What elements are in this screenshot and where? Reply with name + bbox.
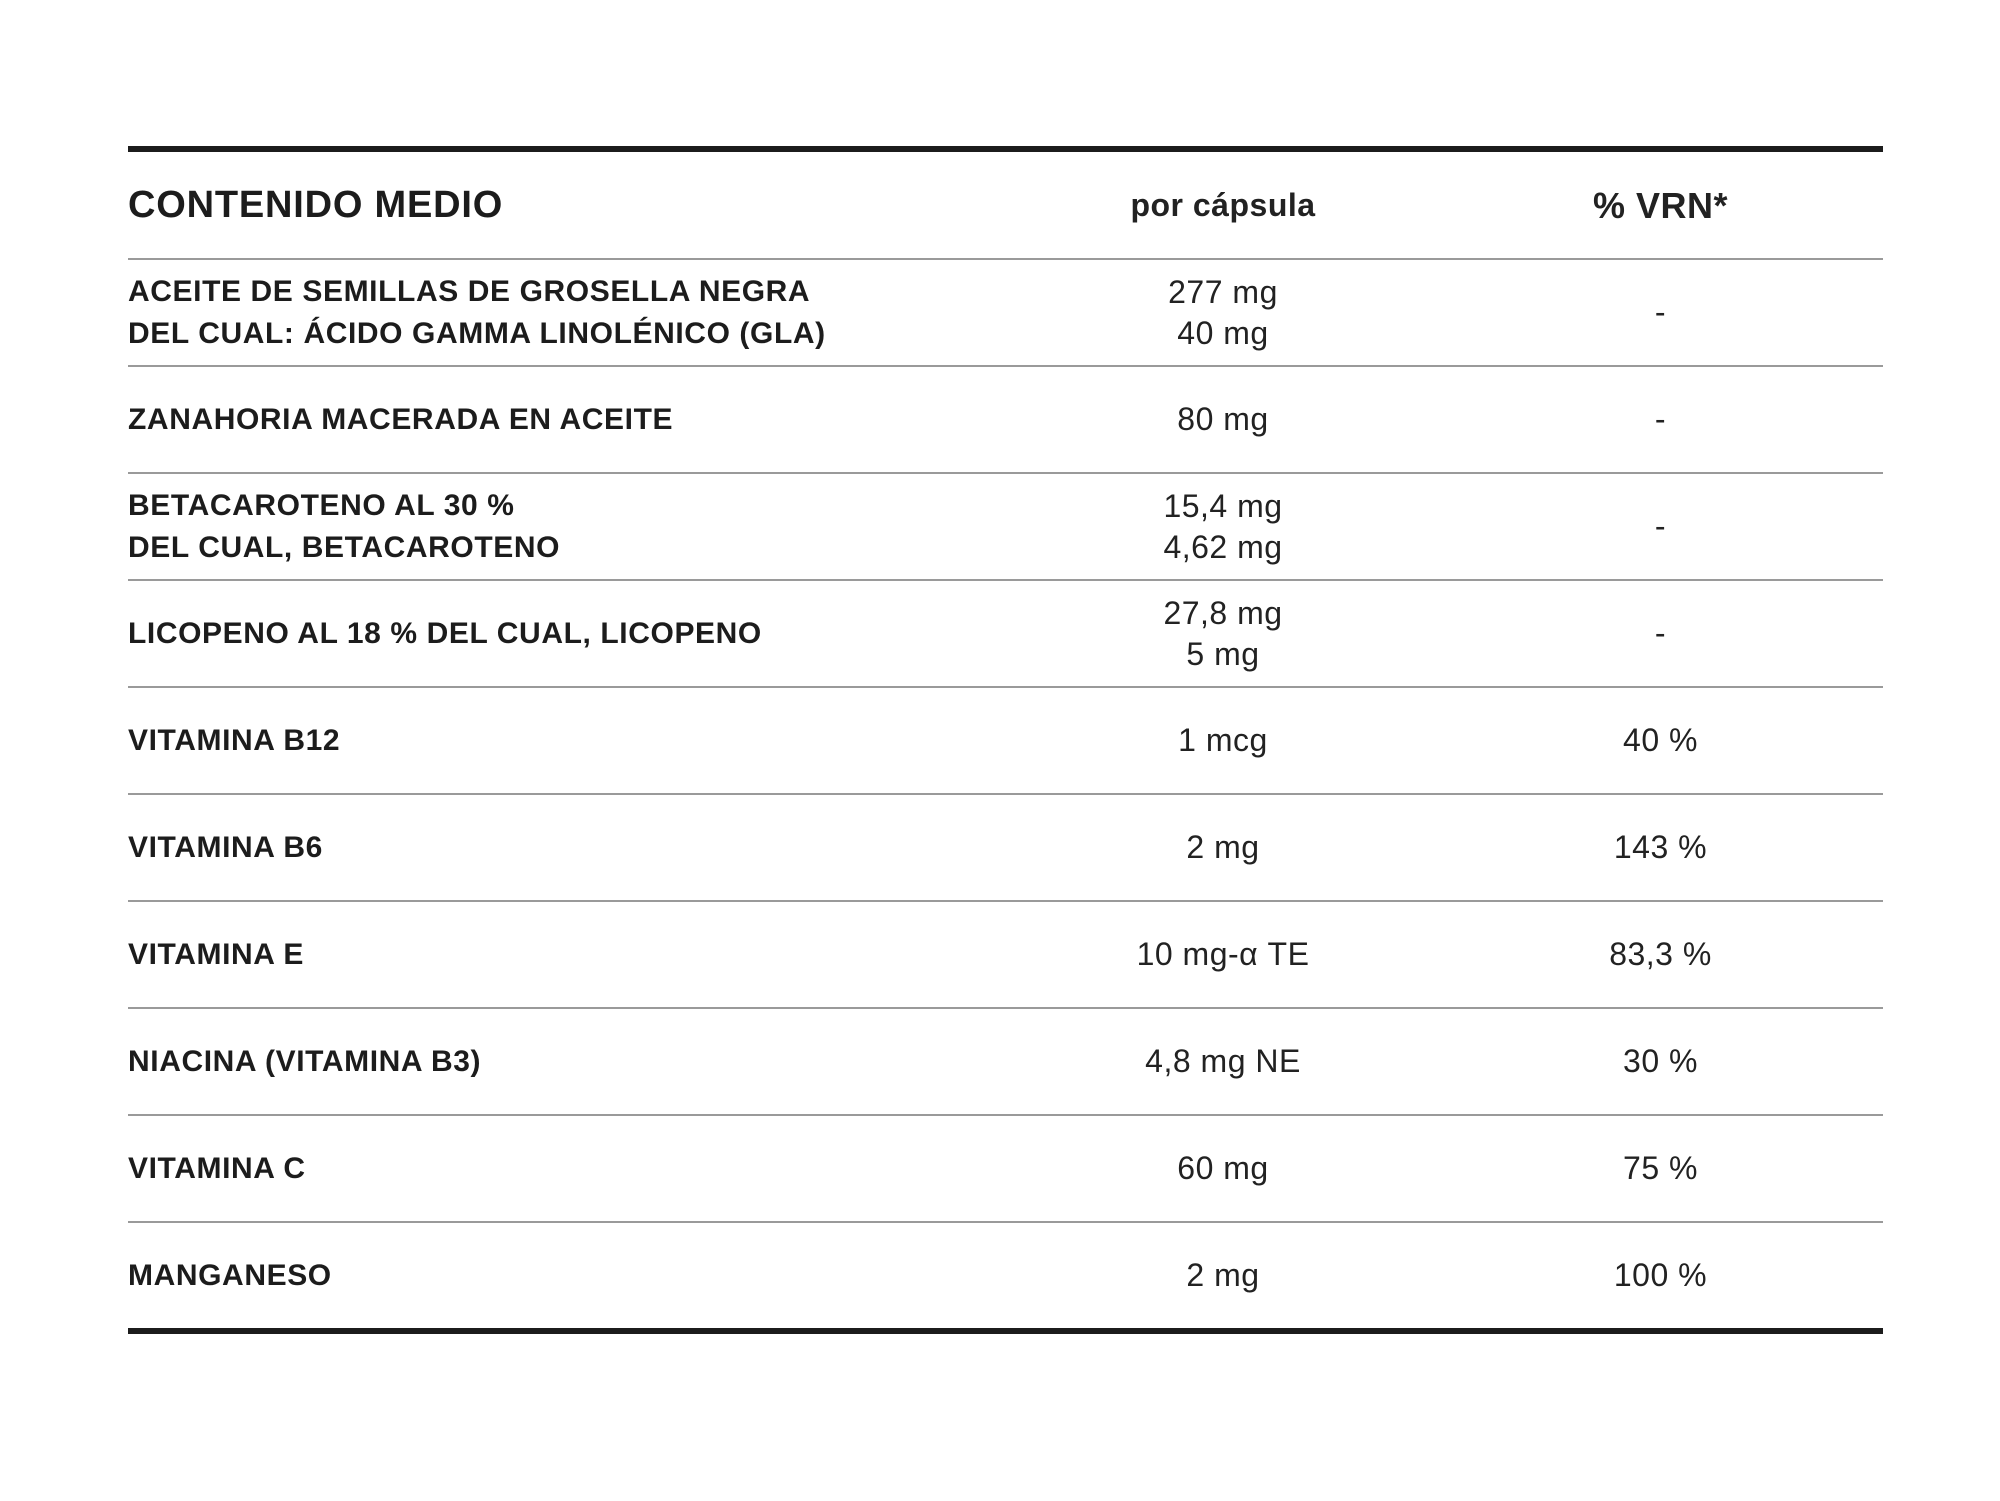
nutrient-vrn: 75 % (1623, 1150, 1698, 1186)
nutrient-name-line: MANGANESO (128, 1258, 332, 1292)
nutrient-name (128, 1255, 1008, 1297)
nutrient-vrn: 30 % (1623, 1043, 1698, 1079)
nutrient-name-line: BETACAROTENO AL 30 % (128, 488, 515, 522)
nutrient-name-line: LICOPENO AL 18 % DEL CUAL, LICOPENO (128, 616, 762, 650)
header-amount: por cápsula (1130, 186, 1316, 223)
nutrient-vrn: 143 % (1613, 829, 1708, 865)
table-row (128, 258, 1883, 365)
table-header-row (128, 152, 1883, 258)
table-row (128, 579, 1883, 686)
nutrient-amount-line: 4,8 mg NE (1145, 1043, 1301, 1079)
nutrient-vrn: - (1654, 401, 1667, 437)
nutrient-name (128, 934, 1008, 976)
nutrient-amount (1008, 272, 1438, 354)
nutrient-amount-line: 10 mg-α TE (1136, 936, 1310, 972)
nutrient-amount-line: 4,62 mg (1163, 528, 1283, 565)
nutrient-amount-line: 27,8 mg (1163, 594, 1283, 631)
nutrient-amount (1008, 486, 1438, 568)
table-row (128, 1007, 1883, 1114)
nutrient-amount-line: 15,4 mg (1163, 487, 1283, 524)
table-row (128, 1221, 1883, 1328)
nutrient-amount-line: 80 mg (1177, 401, 1269, 437)
nutrient-amount (1008, 827, 1438, 868)
nutrient-name (128, 1148, 1008, 1190)
nutrient-amount (1008, 1255, 1438, 1296)
header-vrn: % VRN* (1592, 184, 1729, 226)
nutrient-vrn: 100 % (1613, 1257, 1708, 1293)
table-row (128, 365, 1883, 472)
nutrient-name (128, 1041, 1008, 1083)
nutrient-name-line: VITAMINA C (128, 1151, 306, 1185)
nutrient-name (128, 720, 1008, 762)
nutrient-name (128, 827, 1008, 869)
nutrient-amount (1008, 1148, 1438, 1189)
nutrient-amount (1008, 1041, 1438, 1082)
nutrient-name (128, 271, 1008, 355)
nutrient-vrn: 40 % (1623, 722, 1698, 758)
nutrient-amount (1008, 593, 1438, 675)
table-row (128, 686, 1883, 793)
nutrient-name-line: DEL CUAL, BETACAROTENO (128, 530, 561, 564)
table-row (128, 1114, 1883, 1221)
nutrient-name-line: VITAMINA B12 (128, 723, 341, 757)
nutrient-name-line: ZANAHORIA MACERADA EN ACEITE (128, 402, 674, 436)
nutrient-amount-line: 1 mcg (1178, 722, 1268, 758)
nutrient-amount-line: 40 mg (1177, 314, 1269, 351)
nutrient-vrn: - (1654, 508, 1667, 544)
nutrient-amount-line: 2 mg (1186, 829, 1260, 865)
nutrient-name-line: DEL CUAL: ÁCIDO GAMMA LINOLÉNICO (GLA) (128, 316, 826, 350)
nutrient-vrn: - (1654, 615, 1667, 651)
nutrient-vrn: 83,3 % (1609, 936, 1712, 972)
table-row (128, 793, 1883, 900)
nutrient-amount-line: 2 mg (1186, 1257, 1260, 1293)
header-name: CONTENIDO MEDIO (128, 184, 504, 226)
nutrition-table (128, 146, 1883, 1334)
nutrient-amount (1008, 399, 1438, 440)
nutrient-amount (1008, 720, 1438, 761)
nutrient-name-line: NIACINA (VITAMINA B3) (128, 1044, 482, 1078)
nutrient-name (128, 613, 1008, 655)
nutrient-amount-line: 60 mg (1177, 1150, 1269, 1186)
table-row (128, 472, 1883, 579)
nutrient-amount-line: 277 mg (1168, 273, 1278, 310)
nutrient-amount (1008, 934, 1438, 975)
nutrient-name-line: ACEITE DE SEMILLAS DE GROSELLA NEGRA (128, 274, 811, 308)
table-row (128, 900, 1883, 1007)
nutrient-vrn: - (1654, 294, 1667, 330)
nutrient-name-line: VITAMINA E (128, 937, 304, 971)
nutrient-amount-line: 5 mg (1186, 635, 1260, 672)
nutrient-name (128, 399, 1008, 441)
nutrient-name (128, 485, 1008, 569)
nutrient-name-line: VITAMINA B6 (128, 830, 323, 864)
